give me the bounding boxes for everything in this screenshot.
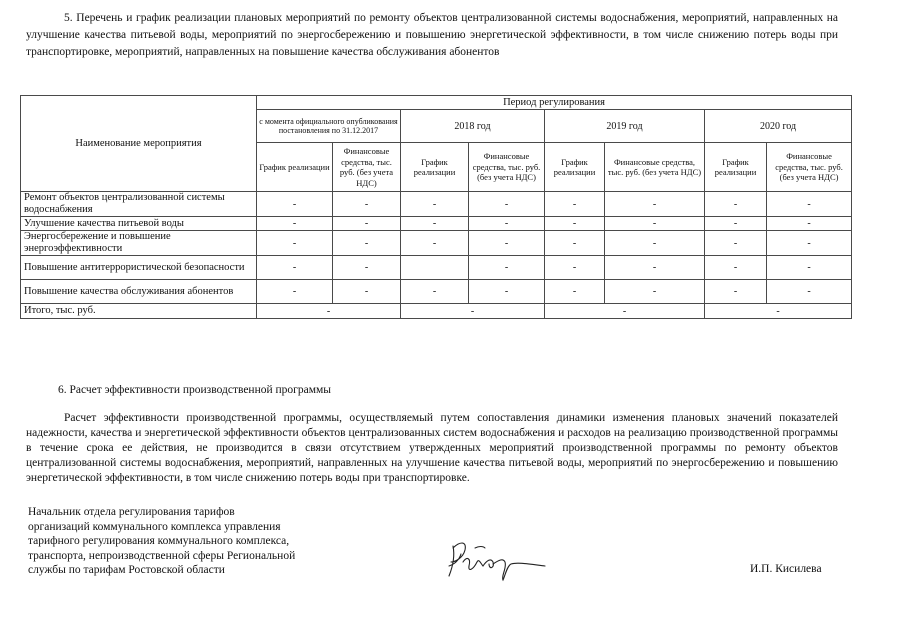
section-6-paragraph: Расчет эффективности производственной программы, осуществляемый путем сопоставления динамики изменения плановых значений показателей надежности, качества и энергетической эффективности объектов централизованных систем водоснабжения и расходов на реализацию производственной программы в течение срока ее действия, не производится в связи отсутствием утвержденных мероприятий производственной программы по ремонту объектов централизованной системы водоснабжения, мероприятий, направленных на улучшение качества питьевой воды, мероприятий по энергосбережению и повышению энергетической эффективности, в том числе снижению потерь воды при транспортировке. — [26, 412, 838, 484]
cell-value: - — [767, 280, 852, 304]
cell-value: - — [605, 231, 705, 256]
cell-value: - — [333, 256, 401, 280]
name-column-header: Наименование мероприятия — [21, 96, 257, 192]
cell-value: - — [705, 256, 767, 280]
cell-value: - — [545, 256, 605, 280]
cell-value: - — [401, 217, 469, 231]
handwritten-signature — [445, 536, 550, 584]
cell-value: - — [705, 231, 767, 256]
table-row — [21, 256, 852, 280]
total-row — [21, 304, 852, 319]
cell-value: - — [401, 231, 469, 256]
subheader-funds: Финансовые средства, тыс. руб. (без учета НДС) — [767, 143, 852, 192]
cell-value: - — [605, 217, 705, 231]
period-header-3: 2020 год — [705, 110, 852, 143]
signer-title-line: тарифного регулирования коммунального комплекса, — [28, 535, 290, 548]
cell-value: - — [257, 217, 333, 231]
table-row — [21, 217, 852, 231]
cell-value: - — [705, 192, 767, 217]
cell-value: - — [469, 192, 545, 217]
cell-value: - — [333, 280, 401, 304]
cell-value: - — [767, 231, 852, 256]
cell-value: - — [767, 217, 852, 231]
cell-value: - — [469, 256, 545, 280]
total-value: - — [545, 304, 705, 319]
total-value: - — [257, 304, 401, 319]
period-header-2: 2019 год — [545, 110, 705, 143]
signer-title-line: Начальник отдела регулирования тарифов — [28, 506, 235, 518]
cell-value: - — [469, 280, 545, 304]
subheader-schedule: График реализации — [545, 143, 605, 192]
total-label: Итого, тыс. руб. — [21, 304, 257, 319]
signer-title-line: службы по тарифам Ростовской области — [28, 564, 225, 577]
subheader-funds: Финансовые средства, тыс. руб. (без учета НДС) — [333, 143, 401, 192]
subheader-schedule: График реализации — [705, 143, 767, 192]
cell-value: - — [257, 280, 333, 304]
cell-value: - — [469, 217, 545, 231]
activities-schedule-table — [20, 95, 852, 319]
cell-value: - — [767, 192, 852, 217]
cell-value: - — [605, 192, 705, 217]
period-header: Период регулирования — [257, 96, 852, 110]
cell-value: - — [257, 192, 333, 217]
cell-value: - — [333, 192, 401, 217]
signer-name: И.П. Кисилева — [750, 563, 822, 575]
table-row — [21, 280, 852, 304]
row-name: Повышение качества обслуживания абонентов — [21, 280, 257, 304]
total-value: - — [401, 304, 545, 319]
cell-value: - — [333, 217, 401, 231]
cell-value: - — [545, 231, 605, 256]
cell-value: - — [605, 280, 705, 304]
cell-value: - — [545, 280, 605, 304]
row-name: Повышение антитеррористической безопасности — [21, 256, 257, 280]
table-row — [21, 231, 852, 256]
cell-value: - — [401, 192, 469, 217]
subheader-schedule: График реализации — [401, 143, 469, 192]
cell-value: - — [469, 231, 545, 256]
signer-title-line: организаций коммунального комплекса управления — [28, 520, 281, 533]
table-row — [21, 192, 852, 217]
subheader-schedule: График реализации — [257, 143, 333, 192]
signer-title-line: транспорта, непроизводственной сферы Региональной — [28, 549, 296, 562]
signer-position — [28, 505, 295, 578]
cell-value — [401, 256, 469, 280]
section-6-heading: 6. Расчет эффективности производственной программы — [58, 384, 332, 396]
cell-value: - — [257, 256, 333, 280]
cell-value: - — [257, 231, 333, 256]
cell-value: - — [545, 192, 605, 217]
cell-value: - — [401, 280, 469, 304]
row-name: Энергосбережение и повышение энергоэффективности — [21, 231, 257, 256]
total-value: - — [705, 304, 852, 319]
cell-value: - — [767, 256, 852, 280]
period-header-1: 2018 год — [401, 110, 545, 143]
cell-value: - — [705, 280, 767, 304]
cell-value: - — [545, 217, 605, 231]
row-name: Улучшение качества питьевой воды — [21, 217, 257, 231]
row-name: Ремонт объектов централизованной системы водоснабжения — [21, 192, 257, 217]
cell-value: - — [605, 256, 705, 280]
cell-value: - — [333, 231, 401, 256]
period-header-0: с момента официального опубликования постановления по 31.12.2017 — [257, 110, 401, 143]
subheader-funds: Финансовые средства, тыс. руб. (без учета НДС) — [605, 143, 705, 192]
section-5-heading: 5. Перечень и график реализации плановых мероприятий по ремонту объектов централизованной системы водоснабжения, мероприятий, направленных на улучшение качества питьевой воды, мероприятий по энергосбережению и повышению энергетической эффективности, в том числе снижению потерь воды при транспортировке, мероприятий, направленных на повышение качества обслуживания абонентов — [26, 12, 838, 58]
subheader-funds: Финансовые средства, тыс. руб. (без учета НДС) — [469, 143, 545, 192]
cell-value: - — [705, 217, 767, 231]
